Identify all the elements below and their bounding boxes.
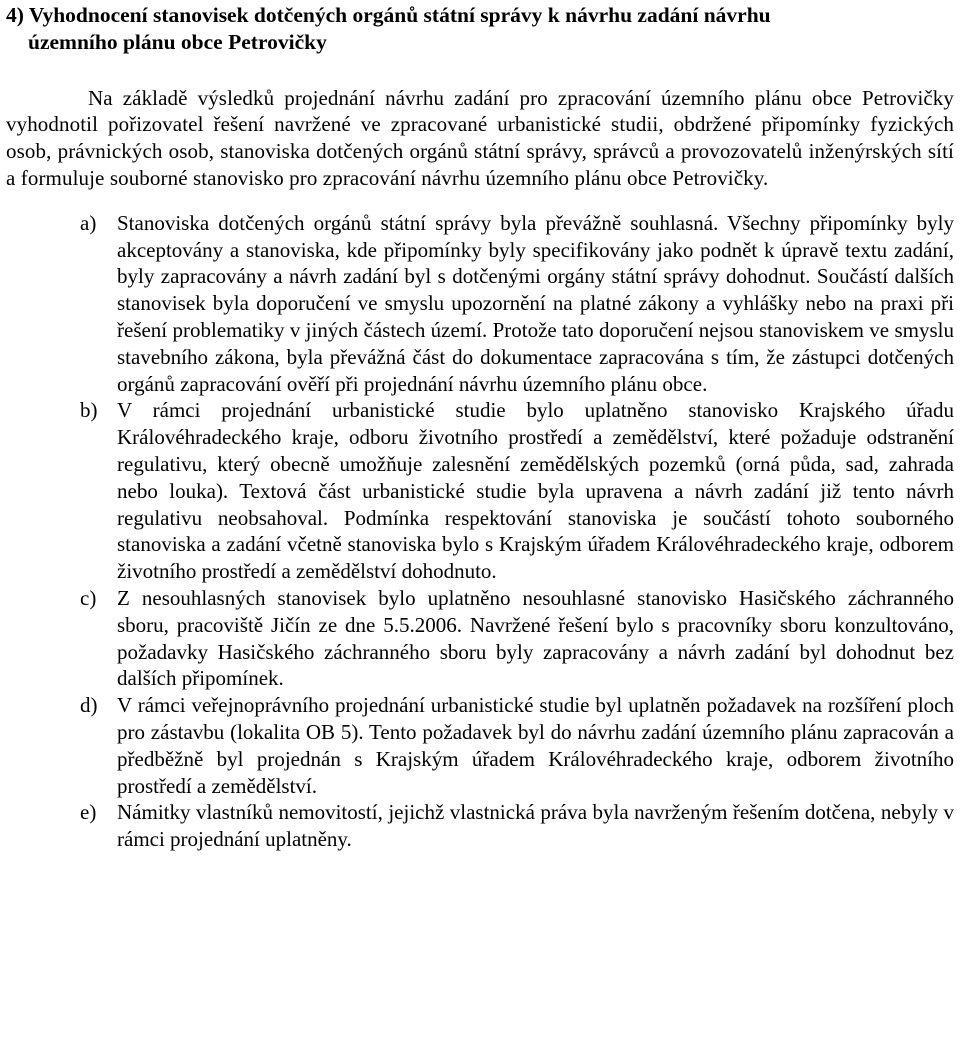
section-number: 4)	[6, 3, 24, 27]
list-marker: a)	[80, 210, 97, 235]
list-item-text: Námitky vlastníků nemovitostí, jejichž vlastnická práva byla navrženým řešením dotčena, nebyly v rámci projednání uplatněny.	[117, 800, 954, 852]
list-item	[6, 692, 954, 799]
list-item	[6, 799, 954, 853]
list-item-text: V rámci veřejnoprávního projednání urbanistické studie byl uplatněn požadavek na rozšíření ploch pro zástavbu (lokalita OB 5). Tento požadavek byl do návrhu zadání územního plánu zapracován a předběžně byl projednán s Krajským úřadem Královéhradeckého kraje, odborem životního prostředí a zemědělství.	[117, 693, 954, 798]
list-item	[6, 585, 954, 692]
section-heading	[6, 2, 954, 56]
section-title-line2: územního plánu obce Petrovičky	[28, 29, 327, 54]
list-marker: e)	[80, 800, 97, 825]
list-item	[6, 397, 954, 585]
list-item-text: Stanoviska dotčených orgánů státní správy byla převážně souhlasná. Všechny připomínky byly akceptovány a stanoviska, kde připomínky byly specifikovány jako podnět k úpravě textu zadání, byly zapracovány a návrh zadání byl s dotčenými orgány státní správy dohodnut. Součástí dalších stanovisek byla doporučení ve smyslu upozornění na platné zákony a vyhlášky nebo na praxi při řešení problematiky v jiných částech území. Protože tato doporučení nejsou stanoviskem ve smyslu stavebního zákona, byla převážná část do dokumentace zapracována s tím, že zástupci dotčených orgánů zapracování ověří při projednání návrhu územního plánu obce.	[117, 210, 954, 396]
evaluation-list	[6, 210, 954, 853]
section-title-line1: Vyhodnocení stanovisek dotčených orgánů státní správy k návrhu zadání návrhu	[28, 3, 771, 27]
list-marker: d)	[80, 693, 98, 718]
intro-paragraph: Na základě výsledků projednání návrhu zadání pro zpracování územního plánu obce Petrovičky vyhodnotil pořizovatel řešení navržené ve zpracované urbanistické studii, obdržené připomínky fyzických osob, právnických osob, stanoviska dotčených orgánů státní správy, správců a provozovatelů inženýrských sítí a formuluje souborné stanovisko pro zpracování návrhu územního plánu obce Petrovičky.	[6, 85, 954, 190]
list-marker: c)	[80, 585, 97, 610]
list-marker: b)	[80, 398, 98, 423]
list-item-text: Z nesouhlasných stanovisek bylo uplatněno nesouhlasné stanovisko Hasičského záchranného sboru, pracoviště Jičín ze dne 5.5.2006. Navržené řešení bylo s pracovníky sboru konzultováno, požadavky Hasičského záchranného sboru byly zapracovány a návrh zadání byl dohodnut bez dalších připomínek.	[117, 585, 954, 691]
list-item	[6, 210, 954, 398]
list-item-text: V rámci projednání urbanistické studie bylo uplatněno stanovisko Krajského úřadu Královéhradeckého kraje, odboru životního prostředí a zemědělství, které požaduje odstranění regulativu, který obecně umožňuje zalesnění zemědělských pozemků (orná půda, sad, zahrada nebo louka). Textová část urbanistické studie byla upravena a návrh zadání již tento návrh regulativu neobsahoval. Podmínka respektování stanoviska je součástí tohoto souborného stanoviska a zadání včetně stanoviska bylo s Krajským úřadem Královéhradeckého kraje, odborem životního prostředí a zemědělství dohodnuto.	[117, 398, 954, 584]
